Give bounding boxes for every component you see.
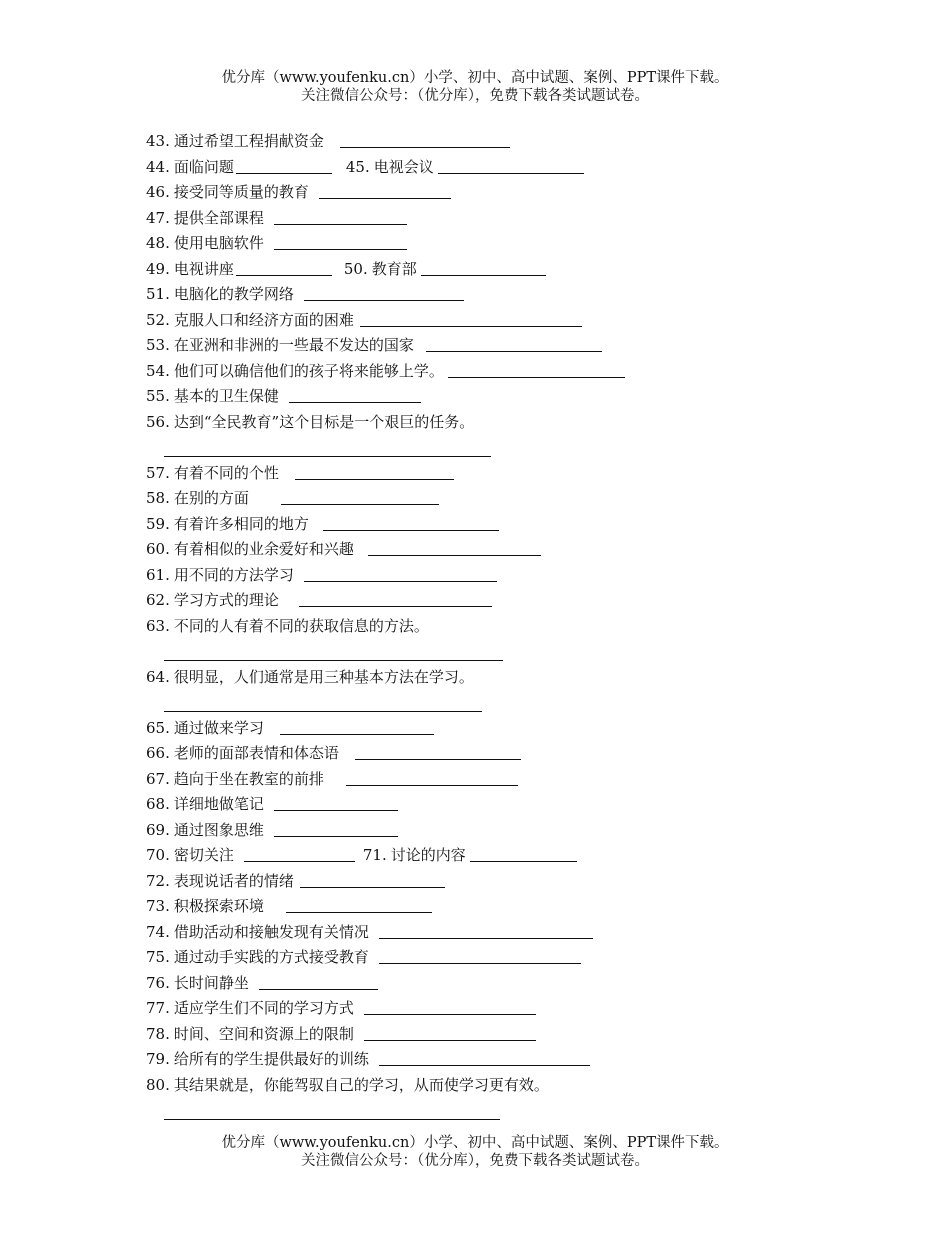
answer-blank[interactable]	[421, 259, 546, 276]
exercise-item	[146, 845, 866, 871]
exercise-item	[146, 565, 866, 591]
item-number: 78.	[146, 1024, 170, 1043]
exercise-list	[146, 131, 866, 1126]
item-prompt: 给所有的学生提供最好的训练	[173, 1050, 369, 1068]
exercise-item	[146, 616, 866, 667]
answer-blank[interactable]	[368, 539, 541, 556]
page-footer	[0, 1134, 950, 1170]
answer-blank[interactable]	[164, 455, 491, 457]
header-line-2: 关注微信公众号：（优分库），免费下载各类试题试卷。	[301, 88, 649, 104]
item-number: 52.	[146, 310, 170, 329]
item-prompt: 达到“全民教育”这个目标是一个艰巨的任务。	[173, 412, 475, 431]
exercise-item	[146, 820, 866, 846]
item-number: 76.	[146, 973, 170, 992]
exercise-item	[146, 182, 866, 208]
item-prompt: 他们可以确信他们的孩子将来能够上学。	[173, 361, 444, 380]
item-number: 59.	[146, 514, 170, 533]
item-prompt: 在别的方面	[173, 489, 249, 507]
item-number: 70.	[146, 846, 170, 864]
item-prompt: 克服人口和经济方面的困难	[173, 310, 354, 329]
exercise-item	[146, 386, 866, 412]
item-number: 80.	[146, 1075, 170, 1094]
item-number: 71.	[362, 846, 387, 864]
item-prompt: 通过动手实践的方式接受教育	[173, 948, 369, 966]
answer-blank[interactable]	[164, 1118, 500, 1120]
item-prompt: 详细地做笔记	[173, 795, 264, 813]
footer-line-1: 优分库（www.youfenku.cn）小学、初中、高中试题、案例、PPT课件下载。	[221, 1135, 729, 1151]
footer-line-2: 关注微信公众号：（优分库），免费下载各类试题试卷。	[301, 1153, 649, 1169]
item-number: 43.	[146, 132, 170, 150]
answer-blank[interactable]	[364, 998, 536, 1015]
item-prompt: 借助活动和接触发现有关情况	[173, 922, 369, 941]
item-prompt: 适应学生们不同的学习方式	[173, 999, 354, 1017]
item-prompt: 基本的卫生保健	[173, 387, 279, 405]
item-number: 77.	[146, 999, 170, 1017]
exercise-item	[146, 412, 866, 463]
answer-blank[interactable]	[300, 871, 445, 888]
item-prompt: 很明显，人们通常是用三种基本方法在学习。	[173, 667, 474, 686]
answer-blank[interactable]	[295, 463, 454, 480]
item-number: 54.	[146, 361, 170, 380]
answer-blank[interactable]	[259, 973, 378, 990]
item-prompt: 有着不同的个性	[173, 463, 279, 482]
answer-blank[interactable]	[448, 361, 625, 378]
exercise-item	[146, 1049, 866, 1075]
exercise-item	[146, 743, 866, 769]
header-line-1: 优分库（www.youfenku.cn）小学、初中、高中试题、案例、PPT课件下载。	[221, 70, 729, 86]
exercise-item	[146, 514, 866, 540]
answer-blank[interactable]	[289, 386, 421, 403]
item-prompt: 通过希望工程捐献资金	[173, 132, 324, 150]
item-number: 63.	[146, 616, 170, 635]
page-header	[0, 69, 950, 105]
answer-blank[interactable]	[286, 896, 432, 913]
item-prompt: 用不同的方法学习	[173, 565, 294, 584]
item-prompt: 电视会议	[373, 157, 434, 176]
item-number: 55.	[146, 387, 170, 405]
item-number: 67.	[146, 769, 170, 788]
item-prompt: 时间、空间和资源上的限制	[173, 1024, 354, 1043]
item-number: 48.	[146, 234, 170, 252]
exercise-item	[146, 463, 866, 489]
answer-blank[interactable]	[438, 157, 584, 174]
item-prompt: 教育部	[371, 259, 417, 278]
exercise-item	[146, 794, 866, 820]
exercise-item	[146, 896, 866, 922]
item-prompt: 有着相似的业余爱好和兴趣	[173, 540, 354, 558]
item-number: 75.	[146, 948, 170, 966]
exercise-item	[146, 488, 866, 514]
item-number: 74.	[146, 922, 170, 941]
exercise-item	[146, 310, 866, 336]
item-prompt: 长时间静坐	[173, 973, 249, 992]
item-number: 64.	[146, 667, 170, 686]
exercise-item	[146, 335, 866, 361]
item-prompt: 使用电脑软件	[173, 234, 264, 252]
answer-blank[interactable]	[299, 590, 492, 607]
exercise-item	[146, 922, 866, 948]
answer-blank[interactable]	[360, 310, 582, 327]
answer-blank[interactable]	[379, 922, 593, 939]
answer-blank[interactable]	[426, 335, 602, 352]
answer-blank[interactable]	[281, 488, 439, 505]
exercise-item	[146, 259, 866, 285]
item-prompt: 提供全部课程	[173, 208, 264, 227]
item-prompt: 讨论的内容	[390, 846, 466, 864]
item-number: 46.	[146, 183, 170, 201]
exercise-item	[146, 539, 866, 565]
answer-blank[interactable]	[236, 157, 332, 174]
answer-blank[interactable]	[236, 259, 332, 276]
answer-blank[interactable]	[319, 182, 451, 199]
answer-blank[interactable]	[379, 947, 581, 964]
item-number: 65.	[146, 718, 170, 737]
item-number: 49.	[146, 259, 170, 278]
exercise-item	[146, 769, 866, 795]
item-number: 56.	[146, 412, 170, 431]
exercise-item	[146, 131, 866, 157]
item-number: 60.	[146, 540, 170, 558]
answer-blank[interactable]	[274, 233, 407, 250]
exercise-item	[146, 157, 866, 183]
exercise-item	[146, 998, 866, 1024]
item-prompt: 有着许多相同的地方	[173, 514, 309, 533]
answer-blank[interactable]	[323, 514, 499, 531]
item-number: 73.	[146, 897, 170, 915]
answer-blank[interactable]	[164, 659, 503, 661]
item-number: 50.	[343, 259, 368, 278]
exercise-item	[146, 284, 866, 310]
answer-blank[interactable]	[274, 820, 398, 837]
exercise-item	[146, 361, 866, 387]
item-prompt: 电视讲座	[173, 259, 234, 278]
item-prompt: 表现说话者的情绪	[173, 871, 294, 890]
item-number: 58.	[146, 489, 170, 507]
item-prompt: 其结果就是，你能驾驭自己的学习，从而使学习更有效。	[173, 1075, 549, 1094]
item-number: 69.	[146, 820, 170, 839]
item-prompt: 积极探索环境	[173, 897, 264, 915]
answer-blank[interactable]	[164, 710, 482, 712]
answer-blank[interactable]	[355, 743, 521, 760]
item-prompt: 在亚洲和非洲的一些最不发达的国家	[173, 336, 414, 354]
exercise-item	[146, 1024, 866, 1050]
exercise-item	[146, 590, 866, 616]
item-number: 68.	[146, 795, 170, 813]
answer-blank[interactable]	[280, 718, 434, 735]
exercise-item	[146, 233, 866, 259]
exercise-item	[146, 973, 866, 999]
exercise-item	[146, 667, 866, 718]
answer-blank[interactable]	[274, 208, 407, 225]
answer-blank[interactable]	[346, 769, 518, 786]
answer-blank[interactable]	[364, 1024, 536, 1041]
item-prompt: 通过做来学习	[173, 718, 264, 737]
exercise-item	[146, 1075, 866, 1126]
answer-blank[interactable]	[244, 845, 355, 862]
item-number: 72.	[146, 871, 170, 890]
item-prompt: 老师的面部表情和体态语	[173, 744, 339, 762]
item-prompt: 接受同等质量的教育	[173, 183, 309, 201]
answer-blank[interactable]	[470, 845, 577, 862]
answer-blank[interactable]	[274, 794, 398, 811]
item-number: 53.	[146, 336, 170, 354]
answer-blank[interactable]	[304, 565, 497, 582]
exercise-item	[146, 208, 866, 234]
item-number: 51.	[146, 285, 170, 303]
item-number: 79.	[146, 1050, 170, 1068]
item-number: 57.	[146, 463, 170, 482]
answer-blank[interactable]	[340, 131, 510, 148]
item-number: 47.	[146, 208, 170, 227]
item-number: 66.	[146, 744, 170, 762]
item-prompt: 面临问题	[173, 157, 234, 176]
exercise-item	[146, 947, 866, 973]
item-prompt: 电脑化的教学网络	[173, 285, 294, 303]
item-prompt: 通过图象思维	[173, 820, 264, 839]
answer-blank[interactable]	[304, 284, 464, 301]
exercise-item	[146, 718, 866, 744]
item-number: 62.	[146, 591, 170, 609]
item-prompt: 学习方式的理论	[173, 591, 279, 609]
item-number: 44.	[146, 157, 170, 176]
item-number: 45.	[345, 157, 370, 176]
answer-blank[interactable]	[379, 1049, 590, 1066]
item-prompt: 不同的人有着不同的获取信息的方法。	[173, 616, 429, 635]
exercise-item	[146, 871, 866, 897]
item-prompt: 密切关注	[173, 846, 234, 864]
item-number: 61.	[146, 565, 170, 584]
item-prompt: 趋向于坐在教室的前排	[173, 769, 324, 788]
